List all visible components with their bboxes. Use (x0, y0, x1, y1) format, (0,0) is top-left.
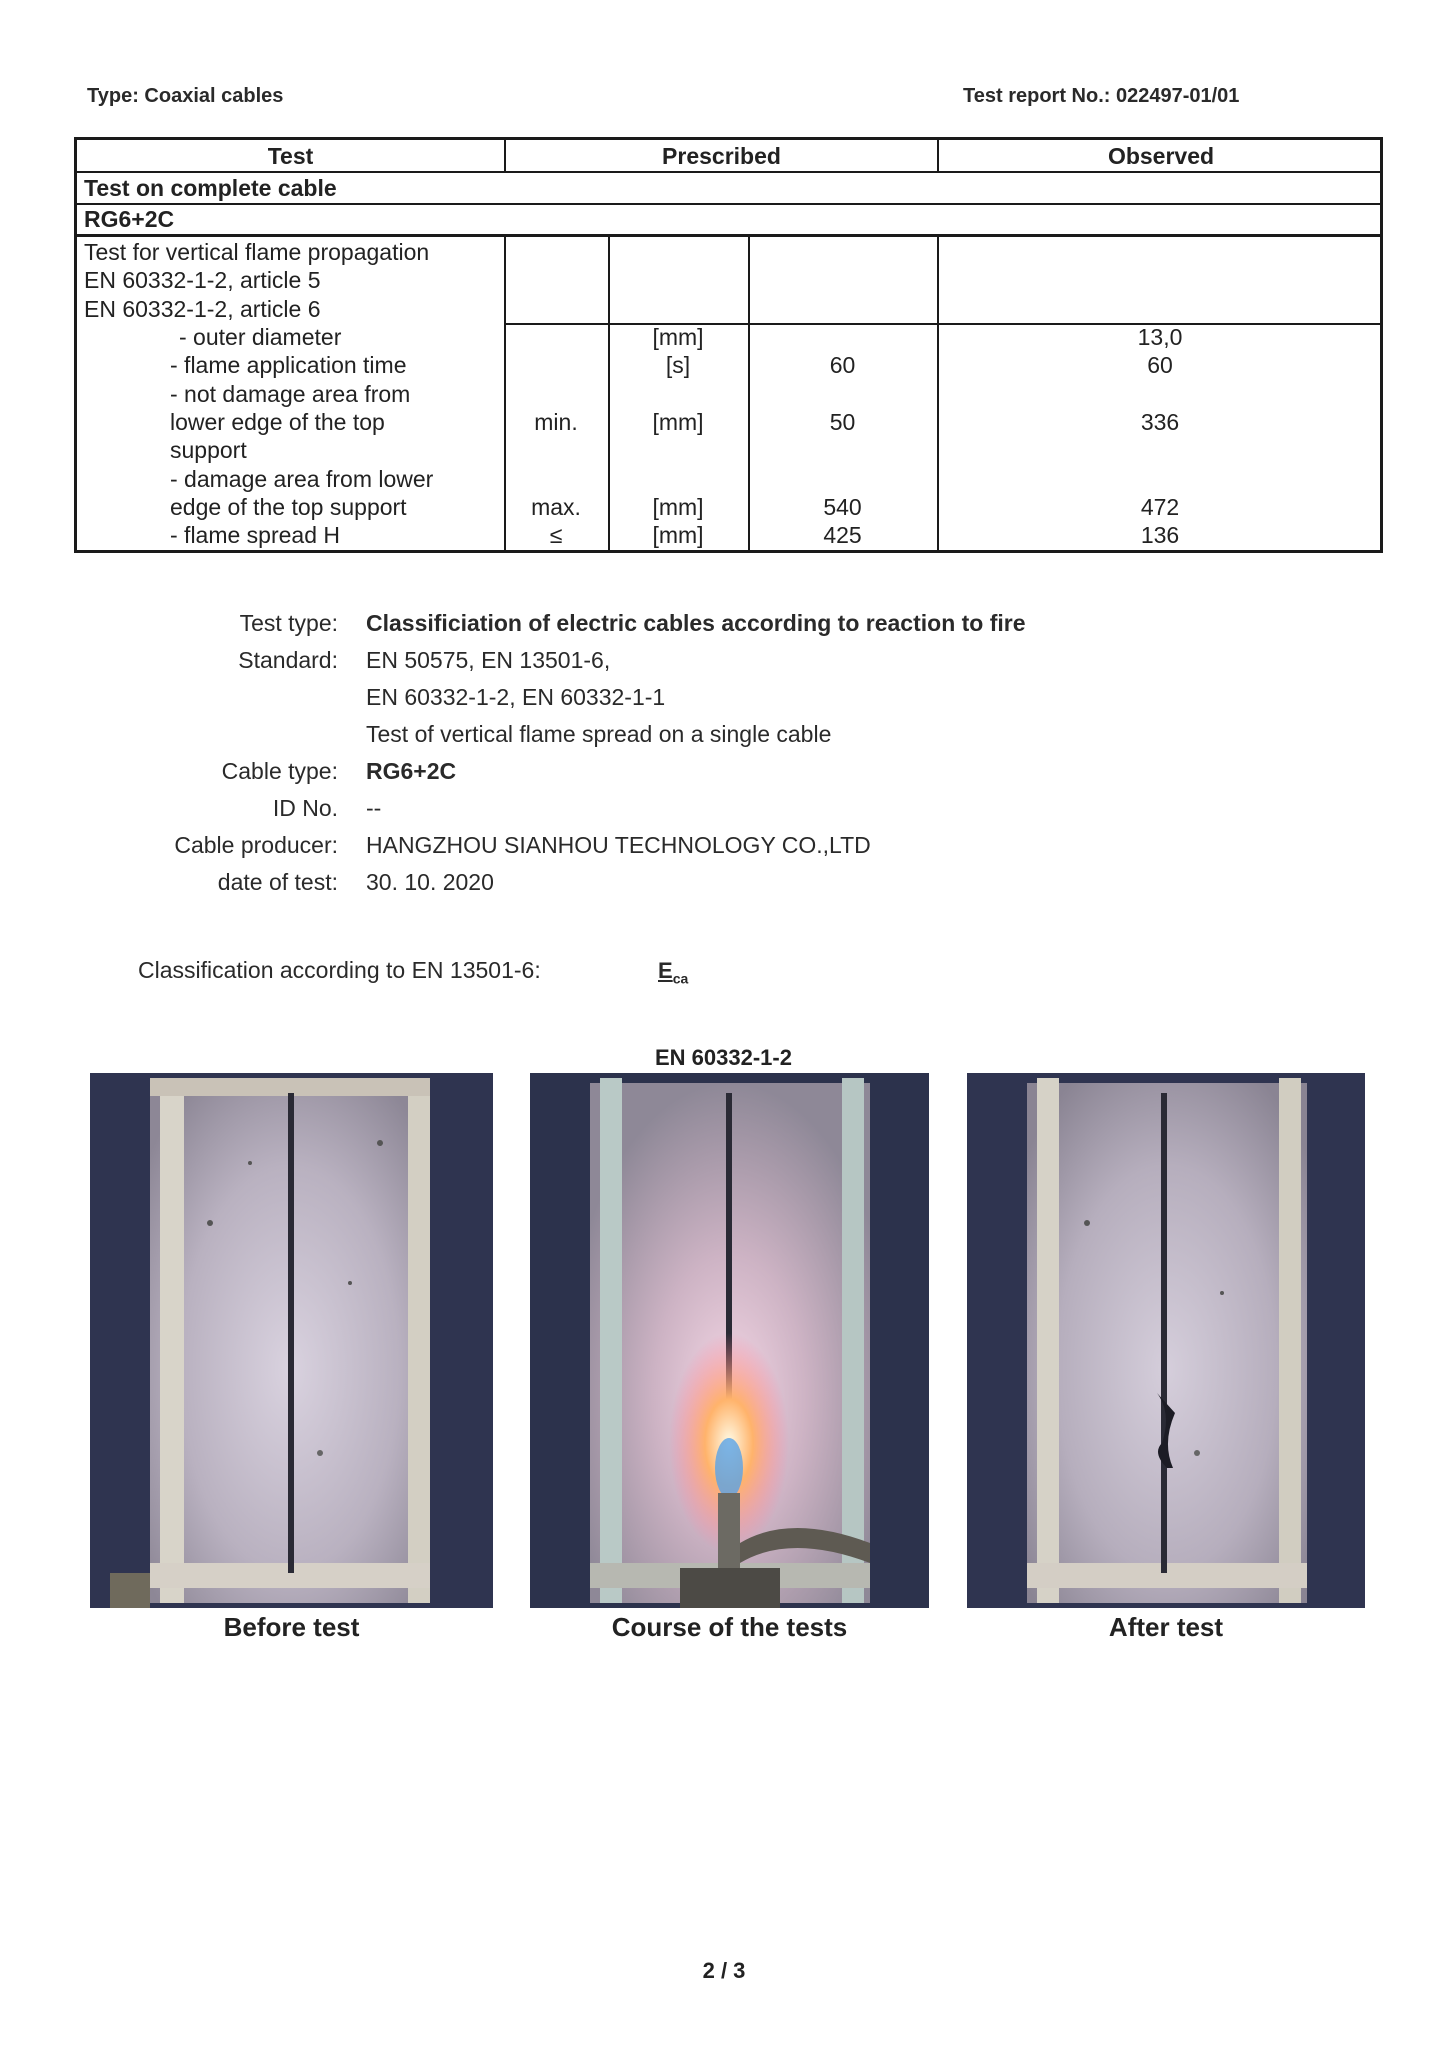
standard-label: Standard: (238, 647, 338, 673)
producer-value: HANGZHOU SIANHOU TECHNOLOGY CO.,LTD (366, 832, 871, 858)
row-observed: 136 (1140, 522, 1180, 548)
row-observed: 336 (1140, 409, 1180, 435)
col-header-test: Test (267, 143, 314, 169)
test-description-line: EN 60332-1-2, article 5 (84, 267, 321, 293)
row-label: - flame spread H (170, 522, 341, 548)
test-description-line: EN 60332-1-2, article 6 (84, 296, 321, 322)
id-value: -- (366, 795, 382, 821)
row-unit: [s] (665, 352, 691, 378)
report-number: Test report No.: 022497-01/01 (963, 85, 1240, 107)
row-observed: 60 (1147, 352, 1173, 378)
row-label: lower edge of the top (170, 409, 385, 435)
test-table (74, 137, 1383, 553)
row-observed: 13,0 (1137, 324, 1183, 350)
test-type-value: Classificiation of electric cables according to reaction to fire (366, 610, 1026, 636)
cable-type-label: Cable type: (221, 758, 338, 784)
row-unit: [mm] (652, 409, 704, 435)
row-unit: [mm] (652, 494, 704, 520)
row-label: - not damage area from (170, 381, 411, 407)
col-header-observed: Observed (1107, 143, 1215, 169)
classification-value: $E_{ca}$ (658, 958, 689, 987)
row-qualifier: ≤ (549, 522, 563, 548)
row-qualifier: min. (534, 409, 578, 435)
photos-title: EN 60332-1-2 (655, 1045, 792, 1070)
info-labels (130, 605, 338, 901)
test-type-label: Test type: (239, 610, 338, 636)
producer-label: Cable producer: (174, 832, 338, 858)
col-header-prescribed: Prescribed (662, 143, 781, 169)
photo-after-test (967, 1073, 1365, 1608)
info-values (366, 605, 1266, 901)
cable-type-header: Type: Coaxial cables (87, 85, 284, 107)
row-prescribed-value: 425 (823, 522, 862, 548)
test-description-line: Test for vertical flame propagation (84, 239, 430, 265)
row-unit: [mm] (652, 522, 704, 548)
row-label: - outer diameter (179, 324, 342, 350)
date-value: 30. 10. 2020 (366, 869, 494, 895)
cable-type-value: RG6+2C (366, 758, 457, 784)
row-prescribed-value: 60 (829, 352, 856, 378)
standard-line: Test of vertical flame spread on a single cable (366, 721, 832, 747)
section-title: Test on complete cable (84, 175, 337, 201)
date-label: date of test: (217, 869, 338, 895)
row-prescribed-value: 50 (829, 409, 856, 435)
cable-name: RG6+2C (84, 206, 175, 232)
standard-line: EN 50575, EN 13501-6, (366, 647, 611, 673)
row-label: support (170, 437, 247, 463)
caption-before-test: Before test (223, 1612, 360, 1642)
photo-before-test (90, 1073, 493, 1608)
photo-course-of-test (530, 1073, 929, 1608)
row-prescribed-value: 540 (823, 494, 862, 520)
caption-after-test: After test (1108, 1612, 1224, 1642)
id-label: ID No. (272, 795, 338, 821)
classification-label: Classification according to EN 13501-6: (138, 957, 541, 983)
standard-line: EN 60332-1-2, EN 60332-1-1 (366, 684, 666, 710)
row-observed: 472 (1140, 494, 1180, 520)
row-label: - flame application time (170, 352, 407, 378)
row-unit: [mm] (652, 324, 704, 350)
row-label: edge of the top support (170, 494, 407, 520)
caption-course-of-tests: Course of the tests (611, 1612, 848, 1642)
row-label: - damage area from lower (170, 466, 434, 492)
page-number: 2 / 3 (702, 1958, 746, 1983)
row-qualifier: max. (531, 494, 581, 520)
